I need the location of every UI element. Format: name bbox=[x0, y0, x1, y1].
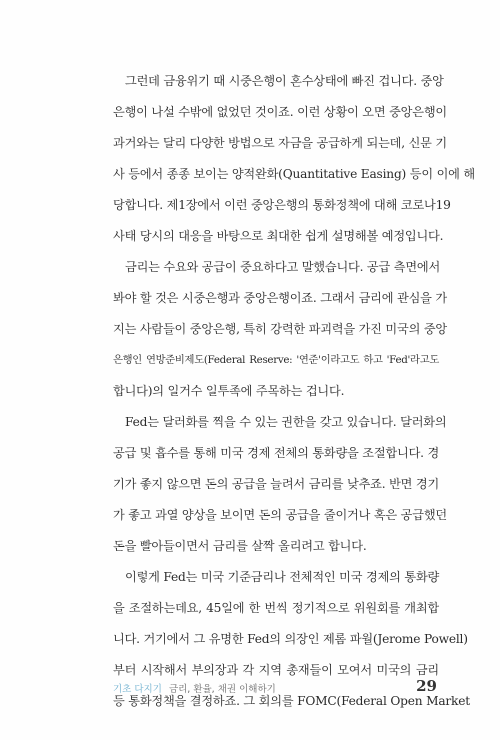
text-line: 그런데 금융위기 때 시중은행이 혼수상태에 빠진 겁니다. 중앙 bbox=[125, 74, 444, 88]
text-line: 기가 좋지 않으면 돈의 공급을 늘려서 금리를 낮추죠. 반면 경기 bbox=[113, 477, 440, 491]
paragraph-3 bbox=[113, 407, 447, 562]
text-line: 가 좋고 과열 양상을 보이면 돈의 공급을 줄이거나 혹은 공급했던 bbox=[113, 508, 447, 522]
running-head bbox=[113, 681, 276, 695]
text-line: 부터 시작해서 부의장과 각 지역 총재들이 모여서 미국의 금리 bbox=[113, 663, 439, 677]
text-line: 사태 당시의 대응을 바탕으로 최대한 쉽게 설명해볼 예정입니다. bbox=[113, 229, 444, 243]
page-number: 29 bbox=[416, 677, 437, 695]
section-label: 기초 다지기 bbox=[113, 684, 162, 695]
body-text bbox=[113, 66, 475, 717]
chapter-title: 금리, 환율, 채권 이해하기 bbox=[168, 684, 276, 695]
text-line: 을 조절하는데요, 45일에 한 번씩 정기적으로 위원회를 개최합 bbox=[113, 601, 439, 615]
text-line: 당합니다. 제1장에서 이런 중앙은행의 통화정책에 대해 코로나19 bbox=[113, 198, 451, 212]
text-line: 합니다)의 일거수 일투족에 주목하는 겁니다. bbox=[113, 384, 345, 398]
text-line: 돈을 빨아들이면서 금리를 살짝 올리려고 합니다. bbox=[113, 539, 367, 553]
text-line: 공급 및 흡수를 통해 미국 경제 전체의 통화량을 조절합니다. 경 bbox=[113, 446, 440, 460]
text-line: 과거와는 달리 다양한 방법으로 자금을 공급하게 되는데, 신문 기 bbox=[113, 136, 447, 150]
text-line: 은행이 나설 수밖에 없었던 것이죠. 이런 상황이 오면 중앙은행이 bbox=[113, 105, 447, 119]
text-line: 봐야 할 것은 시중은행과 중앙은행이죠. 그래서 금리에 관심을 가 bbox=[113, 291, 447, 305]
text-line: 등 통화정책을 결정하죠. 그 회의를 FOMC(Federal Open Market bbox=[113, 694, 470, 708]
paragraph-1 bbox=[113, 66, 475, 252]
text-line: 니다. 거기에서 그 유명한 Fed의 의장인 제롬 파월(Jerome Powell) bbox=[113, 632, 468, 646]
text-line: 은행인 연방준비제도(Federal Reserve: '연준'이라고도 하고 'Fed'라고도 bbox=[113, 354, 439, 366]
page-footer bbox=[113, 677, 439, 701]
text-line: 사 등에서 종종 보이는 양적완화(Quantitative Easing) 등이 이에 해 bbox=[113, 167, 475, 181]
paragraph-2 bbox=[113, 252, 447, 407]
text-line: 지는 사람들이 중앙은행, 특히 강력한 파괴력을 가진 미국의 중앙 bbox=[113, 322, 447, 336]
text-line: 이렇게 Fed는 미국 기준금리나 전체적인 미국 경제의 통화량 bbox=[125, 570, 440, 584]
text-line: 금리는 수요와 공급이 중요하다고 말했습니다. 공급 측면에서 bbox=[125, 260, 441, 274]
text-line: Fed는 달러화를 찍을 수 있는 권한을 갖고 있습니다. 달러화의 bbox=[125, 415, 447, 429]
